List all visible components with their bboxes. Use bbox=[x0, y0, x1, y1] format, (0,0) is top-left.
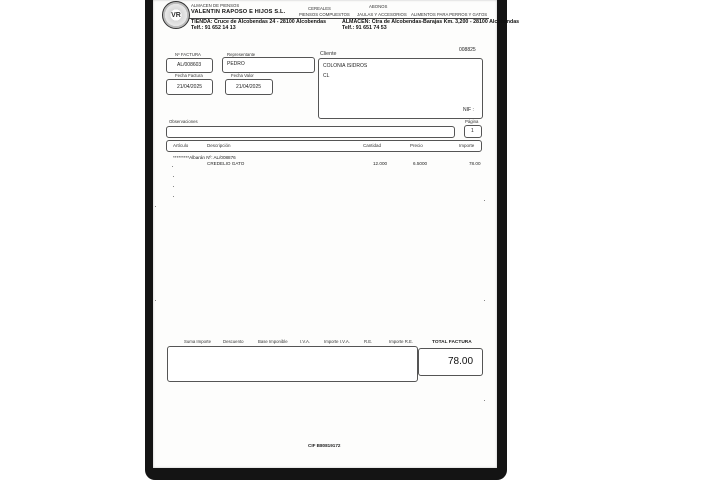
invoice-date-label: Fecha Factura bbox=[175, 73, 203, 78]
company-logo-text: VR bbox=[171, 11, 181, 19]
scan-speck bbox=[155, 300, 156, 301]
col-quantity: Cantidad bbox=[363, 143, 382, 148]
albaran-line: *********Albarán Nº: AL/008876 bbox=[173, 155, 236, 160]
col-price: Precio bbox=[410, 143, 423, 148]
invoice-number-box bbox=[166, 58, 213, 73]
value-date-box bbox=[225, 79, 273, 95]
vat-amount-label: Importe I.V.A. bbox=[324, 339, 350, 344]
sum-amount-label: Suma Importe bbox=[184, 339, 211, 344]
observations-box bbox=[166, 126, 455, 138]
scan-speck bbox=[173, 196, 174, 197]
document-number: 008825 bbox=[459, 47, 476, 53]
table-row bbox=[153, 162, 497, 168]
client-name: COLONIA ISIDROS bbox=[323, 63, 368, 69]
nif-label: NIF : bbox=[463, 107, 474, 113]
col-description: Descripción bbox=[207, 143, 231, 148]
item-amount: 78.00 bbox=[469, 161, 481, 166]
category-alimentos: ALIMENTOS PARA PERROS Y GATOS bbox=[411, 11, 488, 17]
representative-label: Representante bbox=[227, 52, 256, 57]
client-address: CL bbox=[323, 73, 330, 79]
invoice-date-box bbox=[166, 79, 213, 95]
company-name: VALENTIN RAPOSO E HIJOS S.L. bbox=[191, 8, 286, 15]
page-box bbox=[464, 125, 482, 138]
item-quantity: 12.000 bbox=[373, 161, 388, 166]
warehouse-label: ALMACEN DE PIENSOS bbox=[191, 3, 240, 8]
scan-speck bbox=[484, 300, 485, 301]
observations-label: Observaciones bbox=[169, 119, 198, 124]
representative-box bbox=[222, 57, 315, 73]
client-label: Cliente bbox=[320, 51, 337, 57]
discount-label: Descuento bbox=[223, 339, 244, 344]
totals-breakdown-box bbox=[167, 346, 418, 382]
invoice-page bbox=[153, 0, 520, 468]
category-cereales: CEREALES bbox=[308, 6, 331, 11]
invoice-number-label: Nº FACTURA bbox=[175, 52, 201, 57]
scan-speck bbox=[155, 206, 156, 207]
representative-value: PEDRO bbox=[227, 61, 245, 67]
client-box bbox=[318, 58, 483, 119]
scan-speck bbox=[173, 186, 174, 187]
item-price: 6.5000 bbox=[413, 161, 428, 166]
col-amount: Importe bbox=[459, 143, 475, 148]
total-invoice-value: 78.00 bbox=[448, 356, 474, 367]
scan-speck bbox=[172, 166, 173, 167]
scan-speck bbox=[173, 176, 174, 177]
total-invoice-box bbox=[418, 348, 483, 376]
value-date: 21/04/2025 bbox=[236, 84, 262, 90]
warehouse-phone: Telf.: 91 651 74 53 bbox=[342, 24, 387, 31]
total-invoice-label: TOTAL FACTURA bbox=[432, 340, 472, 345]
company-logo bbox=[162, 1, 190, 29]
invoice-number: AL/008603 bbox=[177, 62, 202, 68]
scan-speck bbox=[484, 400, 485, 401]
page-number: 1 bbox=[471, 128, 474, 134]
col-article: Artículo bbox=[173, 143, 189, 148]
warehouse-address: ALMACEN: Ctra de Alcobendas-Barajas Km. 3,200 - 28100 Alcobendas bbox=[342, 18, 520, 25]
tax-base-label: Base Imponible bbox=[258, 339, 288, 344]
category-abonos: ABONOS bbox=[369, 4, 388, 9]
store-phone: Telf.: 91 652 14 13 bbox=[191, 24, 236, 31]
scan-speck bbox=[484, 200, 485, 201]
items-header-row bbox=[166, 140, 482, 152]
re-amount-label: Importe R.E. bbox=[389, 339, 414, 344]
value-date-label: Fecha Valor bbox=[231, 73, 254, 78]
category-jaulas: JAULAS Y ACCESORIOS bbox=[357, 11, 407, 17]
item-description: CREDELIO GATO bbox=[207, 161, 245, 166]
invoice-date: 21/04/2025 bbox=[177, 84, 203, 90]
store-address: TIENDA: Cruce de Alcobendas 24 - 28100 Alcobendas bbox=[191, 18, 327, 25]
page-label: Página bbox=[465, 118, 479, 124]
category-piensos: PIENSOS COMPUESTOS bbox=[299, 11, 350, 17]
re-label: R.E. bbox=[364, 339, 373, 344]
cif-footer: CIF B80819172 bbox=[308, 443, 341, 448]
vat-label: I.V.A. bbox=[300, 339, 311, 344]
